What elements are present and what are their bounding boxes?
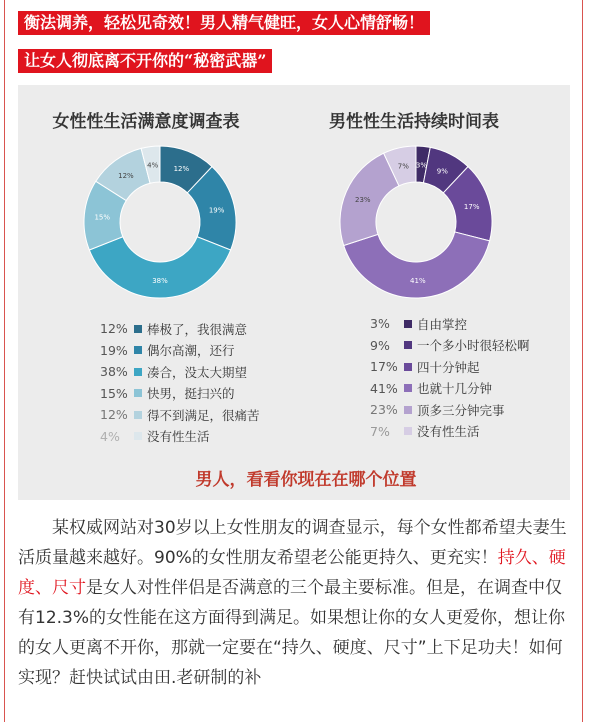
male-duration-slice-label-2: 9% xyxy=(436,167,448,176)
male-duration-slice-label-1: 3% xyxy=(415,161,428,170)
female-satisfaction-legend-item xyxy=(100,383,260,405)
chart-title-male-duration: 男性性生活持续时间表 xyxy=(329,112,499,132)
male-duration-legend-label: 没有性生活 xyxy=(417,424,480,440)
female-satisfaction-legend-value: 38% xyxy=(100,364,128,380)
male-duration-legend-swatch xyxy=(404,363,412,371)
male-duration-slice-label-6: 7% xyxy=(397,162,409,171)
male-duration-legend-swatch xyxy=(404,341,412,349)
female-satisfaction-legend-swatch xyxy=(134,432,142,440)
female-satisfaction-slice-label-3: 38% xyxy=(152,277,168,285)
male-duration-legend-swatch xyxy=(404,406,412,414)
female-satisfaction-legend-item xyxy=(100,404,260,426)
male-duration-legend-value: 17% xyxy=(370,359,398,375)
male-duration-legend-value: 7% xyxy=(370,423,390,439)
female-satisfaction-legend-value: 12% xyxy=(100,407,128,423)
female-satisfaction-legend xyxy=(100,318,260,447)
article-paragraph xyxy=(18,513,570,693)
female-satisfaction-legend-swatch xyxy=(134,411,142,419)
male-duration-legend-value: 3% xyxy=(370,316,390,332)
male-duration-legend-swatch xyxy=(404,320,412,328)
female-satisfaction-legend-label: 棒极了，我很满意 xyxy=(147,321,248,337)
headline-banner-1: 衡法调养，轻松见奇效！男人精气健旺，女人心情舒畅！ xyxy=(18,11,430,35)
female-satisfaction-legend-label: 凑合，没太大期望 xyxy=(147,364,248,380)
headline-banner-2: 让女人彻底离不开你的“秘密武器” xyxy=(18,49,272,73)
female-satisfaction-slice-label-1: 12% xyxy=(173,165,190,174)
female-satisfaction-slice-label-4: 15% xyxy=(94,213,111,222)
male-duration-legend-item xyxy=(370,335,530,357)
female-satisfaction-slice-label-6: 4% xyxy=(147,161,159,170)
female-satisfaction-legend-value: 4% xyxy=(100,428,120,444)
female-satisfaction-legend-item xyxy=(100,361,260,383)
male-duration-legend-label: 也就十几分钟 xyxy=(417,381,493,397)
female-satisfaction-legend-swatch xyxy=(134,325,142,333)
paragraph-highlight: 持久、硬度、尺寸 xyxy=(18,548,566,598)
female-satisfaction-legend-item xyxy=(100,426,260,448)
male-duration-legend-swatch xyxy=(404,384,412,392)
female-satisfaction-legend-value: 12% xyxy=(100,321,128,337)
male-duration-legend-label: 一个多小时很轻松啊 xyxy=(417,338,530,354)
female-satisfaction-legend-label: 快男，挺扫兴的 xyxy=(147,386,235,402)
female-satisfaction-legend-swatch xyxy=(134,346,142,354)
female-satisfaction-legend-swatch xyxy=(134,368,142,376)
male-duration-legend-label: 四十分钟起 xyxy=(417,359,480,375)
male-duration-slice-label-3: 17% xyxy=(463,202,480,211)
male-duration-legend-value: 23% xyxy=(370,402,398,418)
female-satisfaction-legend-swatch xyxy=(134,389,142,397)
male-duration-legend-item xyxy=(370,356,530,378)
female-satisfaction-legend-label: 偶尔高潮，还行 xyxy=(147,343,235,359)
male-duration-legend-item xyxy=(370,399,530,421)
male-duration-slice-label-5: 23% xyxy=(354,195,371,204)
male-duration-legend-item xyxy=(370,378,530,400)
male-duration-legend-item xyxy=(370,313,530,335)
paragraph-part-1: 某权威网站对30岁以上女性朋友的调查显示，每个女性都希望夫妻生活质量越来越好。90%的女性朋友希望老公能更持久、更充实！ xyxy=(18,518,567,568)
female-satisfaction-legend-value: 19% xyxy=(100,342,128,358)
male-duration-legend-item xyxy=(370,421,530,443)
male-duration-legend xyxy=(370,313,530,442)
female-satisfaction-slice-label-2: 19% xyxy=(208,206,225,215)
survey-charts-panel xyxy=(18,85,570,500)
female-satisfaction-legend-label: 得不到满足，很痛苦 xyxy=(147,407,260,423)
female-satisfaction-legend-label: 没有性生活 xyxy=(147,429,210,445)
male-duration-legend-label: 自由掌控 xyxy=(417,316,468,332)
female-satisfaction-legend-item xyxy=(100,340,260,362)
male-duration-slice-label-4: 41% xyxy=(410,276,426,285)
male-duration-legend-swatch xyxy=(404,427,412,435)
chart-callout: 男人，看看你现在在哪个位置 xyxy=(195,470,417,490)
chart-title-female-satisfaction: 女性性生活满意度调查表 xyxy=(52,112,240,132)
male-duration-legend-value: 41% xyxy=(370,380,398,396)
female-satisfaction-legend-item xyxy=(100,318,260,340)
male-duration-legend-value: 9% xyxy=(370,337,390,353)
female-satisfaction-legend-value: 15% xyxy=(100,385,128,401)
female-satisfaction-donut xyxy=(80,142,240,302)
male-duration-slice-4 xyxy=(344,232,490,298)
female-satisfaction-slice-3 xyxy=(89,237,230,298)
paragraph-part-2: 是女人对性伴侣是否满意的三个最主要标准。但是，在调查中仅有12.3%的女性能在这方面得到满足。如果想让你的女人更爱你，想让你的女人更离不开你，那就一定要在“持久、硬度、尺寸”上下足功夫！如何实现？赶快试试由田.老研制的补 xyxy=(18,578,566,688)
male-duration-legend-label: 顶多三分钟完事 xyxy=(417,402,505,418)
male-duration-donut xyxy=(336,142,496,302)
female-satisfaction-slice-label-5: 12% xyxy=(118,172,134,181)
